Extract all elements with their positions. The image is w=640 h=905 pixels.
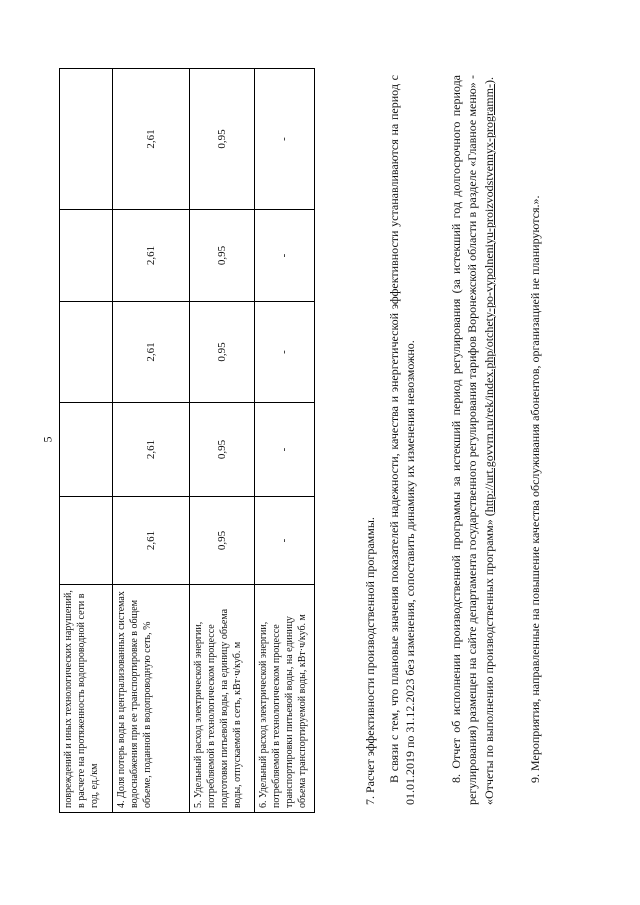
reports-link[interactable]: http://urt.govvrn.ru/rek/index.php/otchety-po-vypolneniyu-proizvodstvennyx-programm- xyxy=(481,84,496,513)
table-cell xyxy=(60,302,113,403)
table-row xyxy=(60,69,113,813)
table-cell: 0,95 xyxy=(190,497,255,585)
section-8-text: 8. Отчет об исполнении производственной программы за истекший период регулирования (за истекший год долгосрочного периода регулирования) размещен на сайте департамента государственного регулирования тарифов Воронежской области в разделе «Главное меню» - «Отчеты по выполнению производственных программ» ( xyxy=(449,75,496,805)
section-8-text-end: ). xyxy=(481,77,496,85)
table-cell: 2,61 xyxy=(113,497,190,585)
section-8-paragraph xyxy=(448,75,497,805)
table-cell xyxy=(60,403,113,497)
table-cell: 2,61 xyxy=(113,403,190,497)
table-cell xyxy=(60,69,113,210)
section-7-heading: 7. Расчет эффективности производственной программы. xyxy=(363,517,377,805)
indicator-label: 4. Доля потерь воды в централизованных системах водоснабжения при ее транспортировке в общем объеме, поданной в водопроводную сеть, % xyxy=(113,585,190,813)
indicator-label: 5. Удельный расход электрической энергии, потребляемой в технологическом процессе подготовки питьевой воды, на единицу объема воды, отпускаемой в сеть, кВт·ч/куб. м xyxy=(190,585,255,813)
indicator-label: повреждений и иных технологических нарушений, в расчете на протяженность водопроводной сети в год, ед./км xyxy=(60,585,113,813)
section-9-paragraph: 9. Мероприятия, направленные на повышение качества обслуживания абонентов, организацией не планируются.». xyxy=(528,195,542,783)
table-cell: - xyxy=(255,302,315,403)
table-cell: 0,95 xyxy=(190,69,255,210)
table-cell: - xyxy=(255,210,315,302)
page-number: 5 xyxy=(40,436,55,443)
table-cell: 0,95 xyxy=(190,302,255,403)
table-row xyxy=(113,69,190,813)
table-cell: - xyxy=(255,403,315,497)
table-cell: 2,61 xyxy=(113,210,190,302)
indicator-label: 6. Удельный расход электрической энергии, потребляемой в технологическом процессе транспортировки питьевой воды, на единицу объема транспортируемой воды, кВт·ч/куб. м xyxy=(255,585,315,813)
table-cell: 0,95 xyxy=(190,403,255,497)
table-cell: - xyxy=(255,497,315,585)
table-cell: 0,95 xyxy=(190,210,255,302)
table-cell: - xyxy=(255,69,315,210)
table-cell: 2,61 xyxy=(113,302,190,403)
indicators-table xyxy=(59,68,315,813)
section-7-paragraph: В связи с тем, что плановые значения показателей надежности, качества и энергетической эффективности устанавливаются на период с 01.01.2019 по 31.12.2023 без изменения, сопоставить динамику их изменения невозможно. xyxy=(387,75,418,805)
table-cell: 2,61 xyxy=(113,69,190,210)
table-row xyxy=(255,69,315,813)
table-cell xyxy=(60,210,113,302)
table-row xyxy=(190,69,255,813)
table-cell xyxy=(60,497,113,585)
